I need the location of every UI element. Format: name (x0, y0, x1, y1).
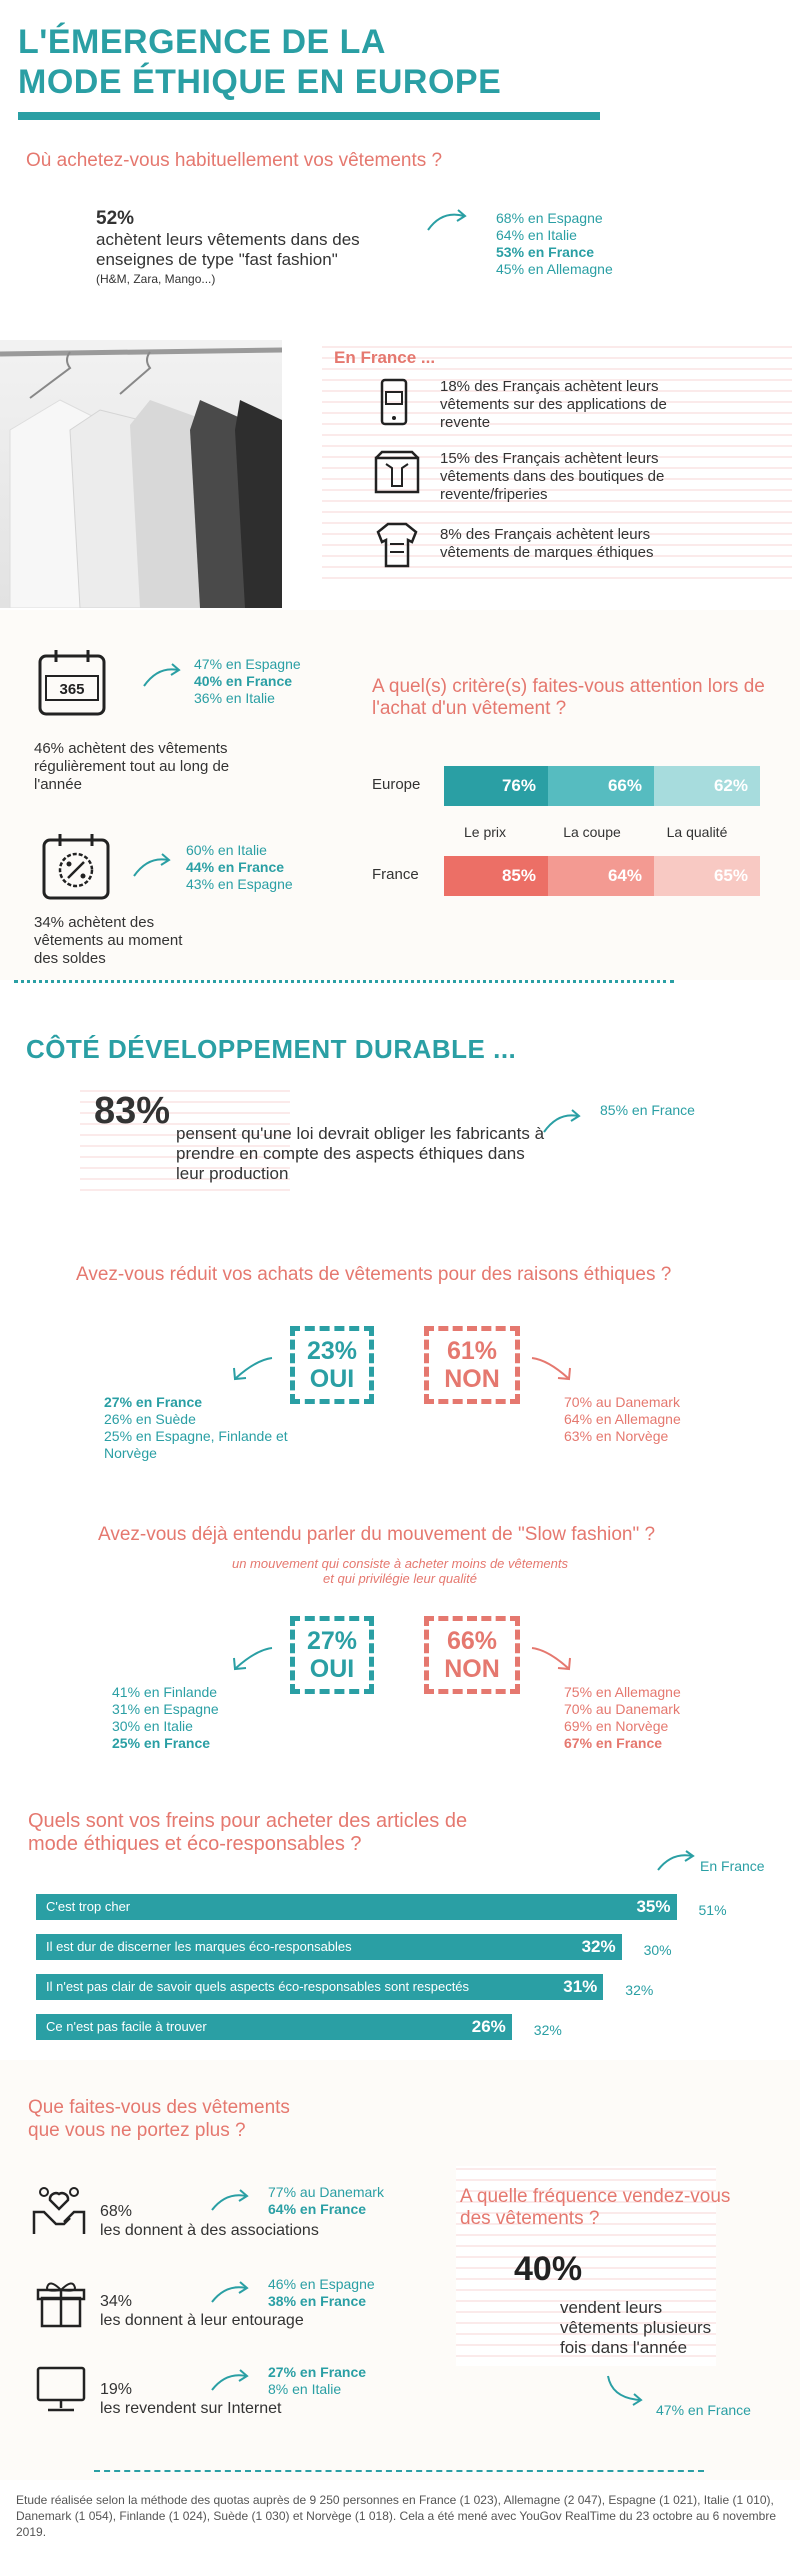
unused-pct: 68% (100, 2203, 133, 2220)
freins-bar-pct: 31% (563, 1977, 598, 1996)
slow-non-ref: 75% en Allemagne (564, 1684, 681, 1700)
sales-ref: 43% en Espagne (186, 876, 293, 892)
curved-arrow-icon (208, 2368, 252, 2394)
sales-refs (186, 842, 293, 893)
criteria-segment: 85% (444, 856, 548, 896)
unused-pct: 19% (100, 2381, 133, 2398)
calendar-text: 46% achètent des vêtements régulièrement tout au long de l'année (34, 740, 230, 793)
slow-oui-label: OUI (309, 1655, 355, 1683)
freins-question-line: Quels sont vos freins pour acheter des articles de (28, 1810, 468, 1832)
resell-pct: 40% (514, 2250, 583, 2288)
france-item: 15% des Français achètent leurs vêtements dans des boutiques de revente/friperies (440, 450, 665, 503)
buy-text: achètent leurs vêtements dans des enseignes de type "fast fashion" (96, 230, 360, 269)
buy-ref: 64% en Italie (496, 227, 577, 243)
curved-arrow-left-icon (226, 1644, 276, 1674)
unused-text: les donnent à leur entourage (100, 2312, 304, 2329)
unused-question-line: que vous ne portez plus ? (28, 2120, 246, 2141)
reduce-oui-box (290, 1326, 374, 1404)
reduce-non-label: NON (444, 1365, 500, 1393)
title-underline (18, 112, 600, 120)
reduce-non-refs (564, 1394, 681, 1445)
clothes-rack-image (0, 340, 282, 608)
criteria-question: A quel(s) critère(s) faites-vous attention lors de l'achat d'un vêtement ? (372, 676, 765, 719)
smartphone-icon (374, 378, 414, 428)
buy-stat (96, 208, 426, 286)
calendar-icon (36, 646, 112, 722)
page-title (18, 22, 501, 102)
curved-arrow-icon (208, 2188, 252, 2214)
criteria-label: La qualité (666, 824, 728, 840)
freins-bar-pct: 32% (581, 1937, 616, 1956)
unused-refs (268, 2364, 366, 2398)
criteria-row-europe-label: Europe (372, 776, 421, 793)
curved-arrow-icon (540, 1108, 584, 1136)
title-line-1: L'ÉMERGENCE DE LA (18, 23, 386, 61)
buy-ref: 68% en Espagne (496, 210, 603, 226)
unused-text: les revendent sur Internet (100, 2400, 282, 2417)
criteria-label: Le prix (463, 824, 507, 840)
freins-france-value: 51% (698, 1902, 727, 1918)
buy-ref: 45% en Allemagne (496, 261, 613, 277)
freins-bar (36, 1974, 603, 2000)
unused-ref: 38% en France (268, 2293, 367, 2309)
donation-hands-icon (30, 2182, 88, 2238)
slow-oui-box (290, 1616, 374, 1694)
slow-non-pct: 66% (446, 1627, 498, 1655)
calendar-refs (194, 656, 301, 707)
sales-ref: 60% en Italie (186, 842, 267, 858)
gift-icon (36, 2278, 86, 2330)
criteria-segment: 76% (444, 766, 548, 806)
unused-question (28, 2096, 290, 2142)
durable-ref: 85% en France (600, 1102, 695, 1118)
resell-ref: 47% en France (656, 2402, 751, 2418)
slow-oui-pct: 27% (306, 1627, 358, 1655)
section-divider (14, 980, 674, 983)
buy-question: Où achetez-vous habituellement vos vêtements ? (26, 150, 443, 171)
reduce-oui-label: OUI (309, 1365, 355, 1393)
slow-non-refs (564, 1684, 681, 1752)
curved-arrow-icon (130, 852, 174, 880)
freins-bar-label: C'est trop cher (46, 1899, 131, 1914)
curved-arrow-left-icon (226, 1354, 276, 1384)
unused-ref: 8% en Italie (268, 2381, 342, 2397)
buy-ref: 53% en France (496, 244, 595, 260)
ethical-clothing-icon (374, 520, 420, 570)
reduce-oui-pct: 23% (306, 1337, 358, 1365)
criteria-label: La coupe (563, 824, 621, 840)
criteria-segment: 62% (654, 766, 760, 806)
criteria-segment: 64% (548, 856, 654, 896)
curved-arrow-down-icon (604, 2372, 648, 2408)
freins-bar-label: Ce n'est pas facile à trouver (46, 2019, 207, 2034)
curved-arrow-icon (140, 662, 184, 690)
curved-arrow-icon (654, 1850, 698, 1874)
criteria-row-france-label: France (372, 866, 419, 883)
france-item: 18% des Français achètent leurs vêtements sur des applications de revente (440, 378, 667, 431)
freins-bar (36, 1934, 622, 1960)
resell-question: A quelle fréquence vendez-vous des vêtements ? (460, 2186, 731, 2229)
buy-pct: 52% (96, 208, 135, 229)
boutique-icon (372, 450, 422, 494)
slow-non-ref: 69% en Norvège (564, 1718, 669, 1734)
unused-ref: 64% en France (268, 2201, 367, 2217)
freins-france-value: 30% (643, 1942, 672, 1958)
resell-text: vendent leurs vêtements plusieurs fois dans l'année (560, 2298, 712, 2357)
curved-arrow-right-icon (528, 1644, 578, 1674)
slow-question: Avez-vous déjà entendu parler du mouvement de "Slow fashion" ? (98, 1524, 656, 1545)
reduce-non-box (424, 1326, 520, 1404)
sale-tag-icon (40, 830, 114, 904)
curved-arrow-icon (424, 206, 472, 234)
durable-pct: 83% (94, 1090, 171, 1132)
reduce-oui-refs (104, 1394, 344, 1462)
freins-bar-label: Il est dur de discerner les marques éco-responsables (46, 1939, 352, 1954)
france-item: 8% des Français achètent leurs vêtements de marques éthiques (440, 526, 654, 561)
unused-ref: 27% en France (268, 2364, 367, 2380)
unused-question-line: Que faites-vous des vêtements (28, 2097, 290, 2118)
freins-bar (36, 1894, 677, 1920)
sales-ref: 44% en France (186, 859, 285, 875)
freins-question-line: mode éthiques et éco-responsables ? (28, 1833, 362, 1855)
unused-item (100, 2380, 281, 2418)
slow-oui-ref: 25% en France (112, 1735, 211, 1751)
freins-ref-heading: En France (700, 1858, 765, 1874)
computer-icon (34, 2364, 88, 2414)
slow-subtitle-line: un mouvement qui consiste à acheter moins de vêtements (231, 1556, 568, 1571)
slow-oui-ref: 30% en Italie (112, 1718, 193, 1734)
reduce-non-ref: 64% en Allemagne (564, 1411, 681, 1427)
reduce-non-pct: 61% (446, 1337, 498, 1365)
reduce-non-ref: 63% en Norvège (564, 1428, 669, 1444)
slow-oui-ref: 31% en Espagne (112, 1701, 219, 1717)
criteria-segment: 66% (548, 766, 654, 806)
slow-non-ref: 67% en France (564, 1735, 663, 1751)
reduce-non-ref: 70% au Danemark (564, 1394, 680, 1410)
freins-question (28, 1810, 467, 1856)
freins-france-value: 32% (533, 2022, 562, 2038)
calendar-ref: 40% en France (194, 673, 293, 689)
reduce-oui-ref: 27% en France (104, 1394, 203, 1410)
buy-refs (496, 210, 613, 278)
title-line-2: MODE ÉTHIQUE EN EUROPE (18, 63, 502, 101)
footer-divider (94, 2470, 704, 2472)
clothes-illustration (0, 340, 282, 608)
unused-ref: 77% au Danemark (268, 2184, 384, 2200)
slow-non-box (424, 1616, 520, 1694)
footer-note: Etude réalisée selon la méthode des quotas auprès de 9 250 personnes en France (1 023), Allemagne (2 047), Espagne (1 021), Italie (1 010), Danemark (1 054), Finlande (1 024), Suède (1 030) et Norvège (1 018). Cela a été mené avec YouGov RealTime du 23 octobre au 6 novembre 2019. (16, 2493, 776, 2539)
reduce-question: Avez-vous réduit vos achats de vêtements pour des raisons éthiques ? (76, 1264, 672, 1285)
unused-text: les donnent à des associations (100, 2222, 319, 2239)
sales-text: 34% achètent des vêtements au moment des soldes (34, 914, 183, 967)
slow-oui-ref: 41% en Finlande (112, 1684, 218, 1700)
unused-refs (268, 2184, 384, 2218)
freins-bar-pct: 35% (636, 1897, 671, 1916)
criteria-segment: 65% (654, 856, 760, 896)
unused-ref: 46% en Espagne (268, 2276, 375, 2292)
calendar-ref: 47% en Espagne (194, 656, 301, 672)
curved-arrow-right-icon (528, 1354, 578, 1384)
durable-heading: CÔTÉ DÉVELOPPEMENT DURABLE ... (26, 1034, 517, 1064)
slow-oui-refs (112, 1684, 219, 1752)
buy-note: (H&M, Zara, Mango...) (96, 272, 216, 286)
france-heading: En France ... (334, 348, 436, 367)
slow-non-ref: 70% au Danemark (564, 1701, 680, 1717)
curved-arrow-icon (208, 2280, 252, 2306)
unused-pct: 34% (100, 2293, 133, 2310)
reduce-oui-ref: 25% en Espagne, Finlande et Norvège (104, 1428, 288, 1461)
slow-subtitle (180, 1556, 620, 1586)
slow-subtitle-line: et qui privilégie leur qualité (323, 1571, 477, 1586)
calendar-365-text: 365 (59, 681, 85, 698)
reduce-oui-ref: 26% en Suède (104, 1411, 196, 1427)
slow-non-label: NON (444, 1655, 500, 1683)
durable-text: pensent qu'une loi devrait obliger les fabricants à prendre en compte des aspects éthiques dans leur production (176, 1124, 545, 1183)
calendar-ref: 36% en Italie (194, 690, 275, 706)
freins-france-value: 32% (625, 1982, 654, 1998)
freins-bar-label: Il n'est pas clair de savoir quels aspects éco-responsables sont respectés (46, 1979, 470, 1994)
freins-bar-pct: 26% (471, 2017, 506, 2036)
unused-refs (268, 2276, 375, 2310)
freins-bar (36, 2014, 512, 2040)
